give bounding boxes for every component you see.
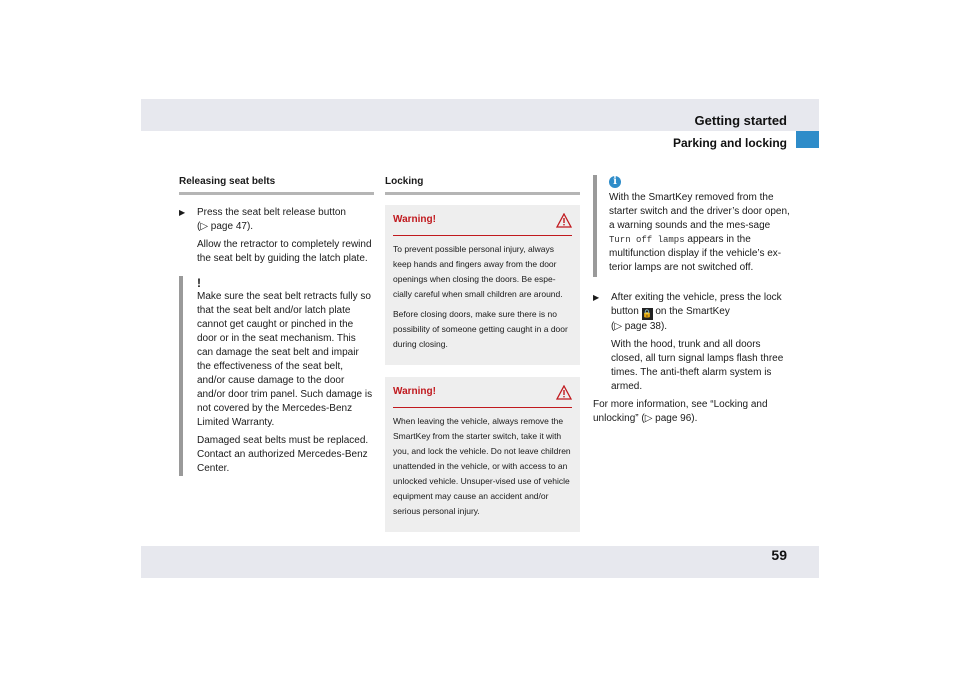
warning-paragraph: To prevent possible personal injury, always keep hands and fingers away from the door openings when closing the doors. Be espe-cially careful when small children are around. [393,244,563,299]
list-item [593,291,793,334]
info-box [593,175,793,277]
column-locking [385,175,580,532]
section-tab-marker [796,131,819,148]
page-reference-link[interactable]: (▷ page 47). [197,221,254,232]
column-releasing-seat-belts [179,175,374,480]
warning-triangle-icon [556,213,572,228]
bullet-followup-text: Allow the retractor to completely rewind the seat belt by guiding the latch plate. [197,239,372,264]
exclamation-icon: ! [197,276,201,290]
warning-title: Warning! [393,386,436,397]
info-icon: i [609,176,621,188]
warning-paragraph: Before closing doors, make sure there is no possibility of someone getting caught in a door during closing. [393,309,568,349]
warning-box [385,377,580,532]
section-title: Getting started [694,113,787,128]
notice-box [179,276,374,476]
subsection-title: Parking and locking [672,136,787,150]
info-text: With the SmartKey removed from the starter switch and the driver’s door open, a warning sounds and the mes-sage [609,192,790,231]
page-reference-link[interactable]: (▷ page 38). [611,321,668,332]
bullet-text: After exiting the vehicle, press the lock button [611,292,782,317]
footer-band [141,546,819,578]
bullet-triangle-icon: ▶ [179,208,186,217]
bullet-text: on the SmartKey [655,306,730,317]
heading-releasing-seat-belts: Releasing seat belts [179,175,374,195]
list-item [179,206,374,234]
notice-paragraph: Make sure the seat belt retracts fully so that the seat belt and/or latch plate cannot get caught or pinched in the door or in the seat mechanism. This can damage the seat belt and impair the effectiveness of the seat belt, and/or cause damage to the door and/or door trim panel. Such damage is not covered by the Mercedes-Benz Limited Warranty. [197,291,373,428]
warning-title: Warning! [393,214,436,225]
info-text: appears in the multifunction display if the vehicle’s ex-terior lamps are not switched off. [609,234,782,273]
lock-button-icon: 🔒 [642,309,653,318]
bullet-triangle-icon: ▶ [593,293,600,302]
bullet-text: Press the seat belt release button [197,207,346,218]
notice-paragraph: Damaged seat belts must be replaced. Contact an authorized Mercedes-Benz Center. [197,435,369,474]
warning-box [385,205,580,365]
display-message: Turn off lamps [609,235,685,245]
bullet-followup-text: With the hood, trunk and all doors closed, all turn signal lamps flash three times. The anti-theft alarm system is armed. [611,339,784,392]
warning-triangle-icon [556,385,572,400]
page-number: 59 [771,547,787,563]
warning-paragraph: When leaving the vehicle, always remove the SmartKey from the starter switch, take it with you, and lock the vehicle. Do not leave children unattended in the vehicle, or with access to an unlocked vehicle. Unsuper-vised use of vehicle equipment may cause an accident and/or serious personal injury. [393,416,571,516]
more-info-text: For more information, see “Locking and unlocking” (▷ page 96). [593,399,768,424]
column-info [593,175,793,426]
heading-locking: Locking [385,175,580,195]
